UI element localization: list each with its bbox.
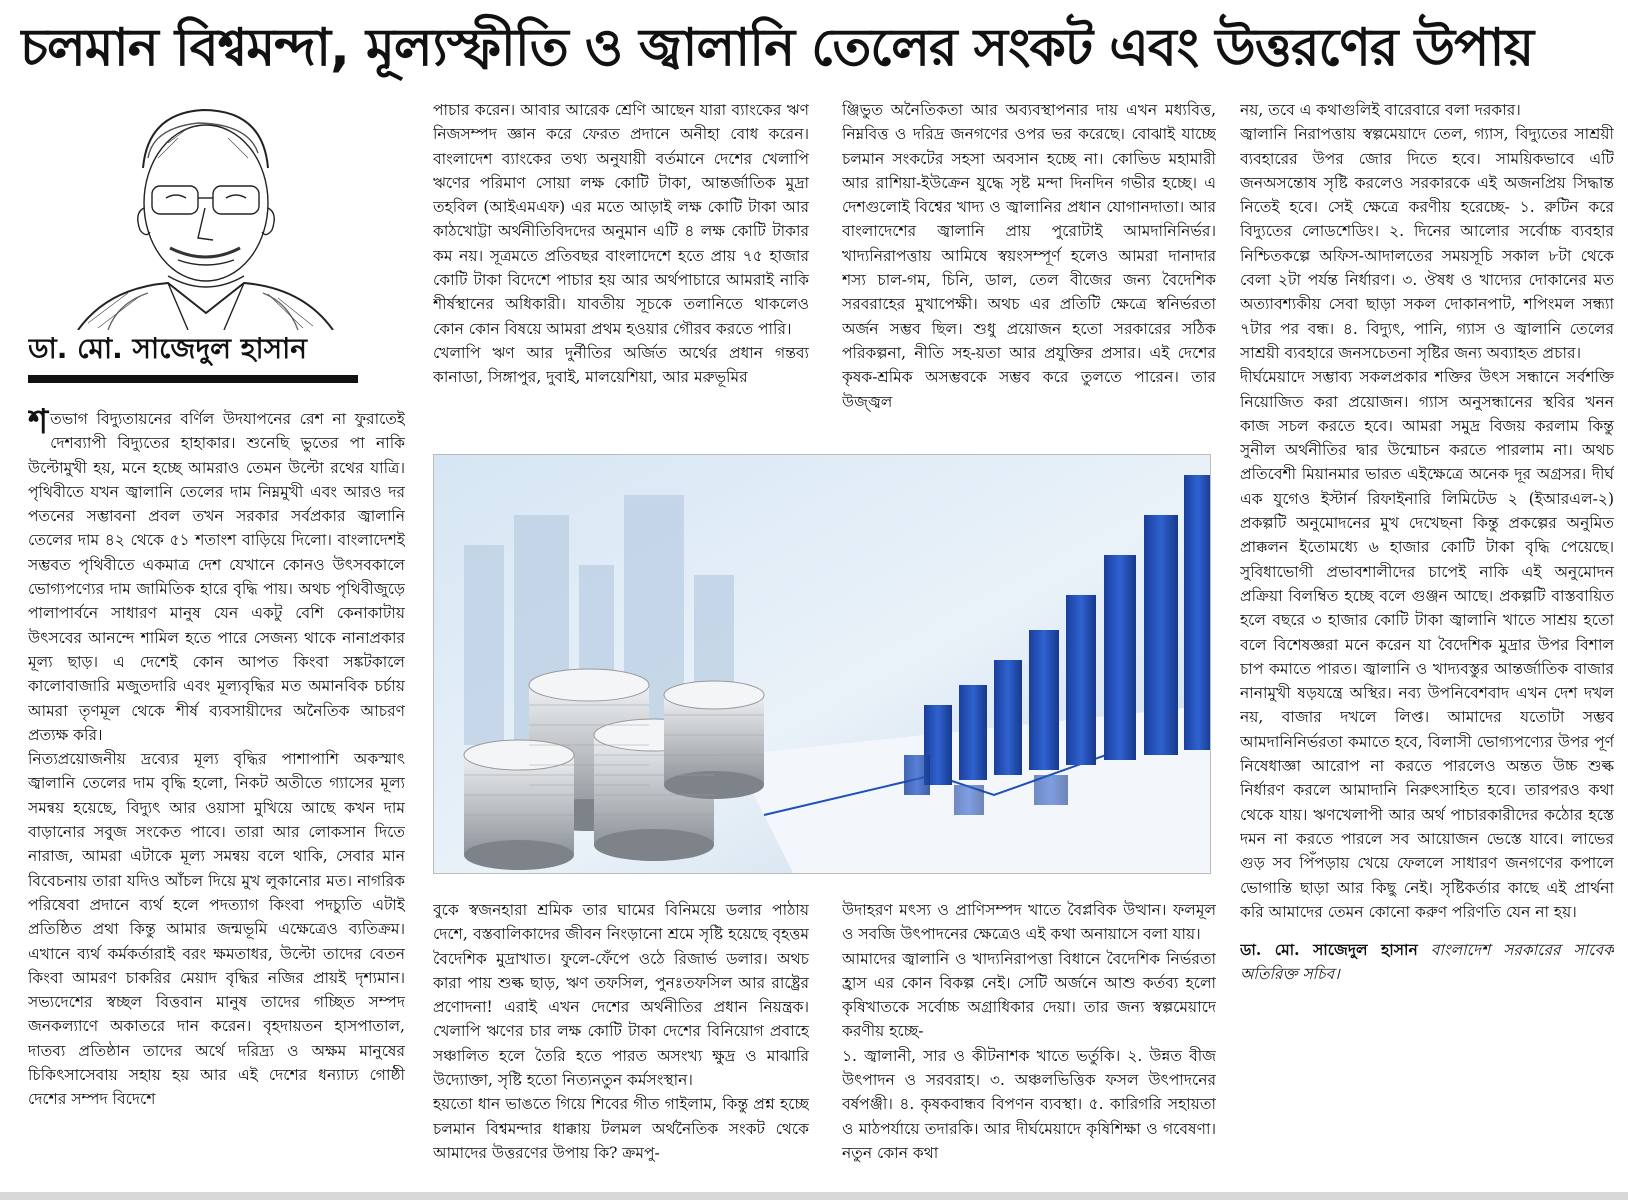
headline: চলমান বিশ্বমন্দা, মূল্যস্ফীতি ও জ্বালানি তেলের সংকট এবং উত্তরণের উপায় <box>20 18 1534 78</box>
paragraph: বুকে স্বজনহারা শ্রমিক তার ঘামের বিনিময়ে ডলার পাঠায় দেশে, বস্তবালিকাদের জীবন নিংড়ানো শ্রমে সৃষ্টি হয়েছে বৃহত্তম বৈদেশিক মুদ্রাখাত। ফুলে-ফেঁপে ওঠে রিজার্ভ ডলার। অথচ কারা পায় শুল্ক ছাড়, ঋণ তফসিল, পুনঃতফসিল আর রাষ্ট্রের প্রণোদনা! এরাই এখন দেশের অর্থনীতির প্রধান নিয়ন্ত্রক। খেলাপি ঋণের চার লক্ষ কোটি টাকা দেশের বিনিয়োগ প্রবাহে সঞ্চালিত হলে তৈরি হতে পারত অসংখ্য ক্ষুদ্র ও মাঝারি উদ্যোক্তা, সৃষ্টি হতো নিত্যনতুন কর্মসংস্থান। <box>433 901 809 1090</box>
paragraph: আমাদের জ্বালানি ও খাদ্যনিরাপত্তা বিধানে বৈদেশিক নির্ভরতা হ্রাস এর কোন বিকল্প নেই। সেটি অর্জনে আশু কর্তব্য হলো কৃষিখাতকে সর্বোচ্চ অগ্রাধিকার দেয়া। তার জন্য স্বল্পমেয়াদে করণীয় হচ্ছে- <box>842 949 1216 1041</box>
signature <box>1240 938 1614 987</box>
paragraph: ১. জ্বালানী, সার ও কীটনাশক খাতে ভর্তুকি। ২. উন্নত বীজ উৎপাদন ও সরবরাহ। ৩. অঞ্চলভিত্তিক ফসল উৎপাদনের বর্ষপঞ্জী। ৪. কৃষকবান্ধব বিপণন ব্যবস্থা। ৫. কারিগরি সহায়তা ও মাঠপর্যায়ে তদারকি। আর দীর্ঘমেয়াদে কৃষিশিক্ষা ও গবেষণা। নতুন কোন কথা <box>842 1046 1216 1162</box>
drop-cap: শ <box>28 407 49 442</box>
paragraph: দীর্ঘমেয়াদে সম্ভাব্য সকলপ্রকার শক্তির উৎস সন্ধানে সর্বশক্তি নিয়োজিত করা প্রয়োজন। গ্যাস অনুসন্ধানের স্থবির খনন কাজ সচল করতে হবে। আমরা সমুদ্র বিজয় করলাম কিন্তু সুনীল অর্থনীতির দ্বার উন্মোচন করতে পারলাম না। অথচ প্রতিবেশী মিয়ানমার ভারত এইক্ষেত্রে অনেক দূর অগ্রসর। দীর্ঘ এক যুগেও ইস্টার্ন রিফাইনারি লিমিটেড ২ (ইআরএল-২) প্রকল্পটি অনুমোদনের মুখ দেখেছনা কিন্তু প্রকল্পের অনুমিত প্রাক্কলন ইতোমধ্যে ৬ হাজার কোটি টাকা বৃদ্ধি পেয়েছে। সুবিধাভোগী প্রভাবশালীদের চাপেই নাকি এই অনুমোদন প্রক্রিয়া বিলম্বিত হচ্ছে বলে গুঞ্জন আছে। প্রকল্পটি বাস্তবায়িত হলে বছরে ৩ হাজার কোটি টাকা জ্বালানি খাতে সাশ্রয় হতো বলে বিশেষজ্ঞরা মনে করেন যা বৈদেশিক মুদ্রার উপর বিশাল চাপ কমাতে পারত। জ্বালানি ও খাদ্যবস্তুর আন্তর্জাতিক বাজার নানামুখী ষড়যন্ত্রে অস্থির। নব্য উপনিবেশবাদ এখন দেশ দখল নয়, বাজার দখলে লিপ্ত। আমাদের যতোটা সম্ভব আমদানিনির্ভরতা কমাতে হবে, বিলাসী ভোগ্যপণ্যের উপর পূর্ণ নিষেধাজ্ঞা আরোপ না করতে পারলেও অন্তত উচ্চ শুল্ক নির্ধারণ করলে আমাদানি নিরুৎসাহিত হবে। তারপরও কথা থেকে যায়। ঋণখেলাপী আর অর্থ পাচারকারীদের কঠোর হস্তে দমন না করতে পারলে সব আয়োজন ভেস্তে যাবে। লাভের গুড় সব পিঁপড়ায় খেয়ে ফেললে সাধারণ জনগণের কপালে ভোগান্তি ছাড়া আর কিছু নেই। সৃষ্টিকর্তার কাছে এই প্রার্থনা করি আমাদের তেমন কোনো করুণ পরিণতি যেন না হয়। <box>1240 368 1614 921</box>
paragraph: হয়তো ধান ভাঙতে গিয়ে শিবের গীত গাইলাম, কিন্তু প্রশ্ন হচ্ছে চলমান বিশ্বমন্দার ধাক্কায় টলমল অর্থনৈতিক সংকট থেকে আমাদের উত্তরণের উপায় কি? ক্রমপু- <box>433 1095 809 1162</box>
byline: ডা. মো. সাজেদুল হাসান <box>28 332 307 365</box>
article-column-4 <box>1240 98 1614 1178</box>
paragraph: ঞ্জিভুত অনৈতিকতা আর অব্যবস্থাপনার দায় এখন মধ্যবিত্ত, নিম্নবিত্ত ও দরিদ্র জনগণের ওপর ভর করেছে। বোঝাই যাচ্ছে চলমান সংকটের সহসা অবসান হচ্ছে না। কোভিড মহামারী আর রাশিয়া-ইউক্রেন যুদ্ধে সৃষ্ট মন্দা দিনদিন গভীর হচ্ছে। এ দেশগুলোই বিশ্বের খাদ্য ও জ্বালানির প্রধান যোগানদাতা। আর বাংলাদেশের জ্বালানি প্রায় পুরোটাই আমদানিনির্ভর। খাদ্যনিরাপত্তায় আমিষে স্বয়ংসম্পূর্ণ হলেও আমরা দানাদার শস্য চাল-গম, চিনি, ডাল, তেল বীজের জন্য বৈদেশিক সরবরাহের মুখাপেক্ষী। অথচ এর প্রতিটি ক্ষেত্রে স্বনির্ভরতা অর্জন সম্ভব ছিল। শুধু প্রয়োজন হতো সরকারের সঠিক পরিকল্পনা, নীতি সহ-য়তা আর প্রযুক্তির প্রসার। এই দেশের কৃষক-শ্রমিক অসম্ভবকে সম্ভব করে তুলতে পারেন। তার উজ্জ্বল <box>842 101 1216 411</box>
article-column-3-bottom <box>842 898 1216 1188</box>
paragraph-text: তভাগ বিদ্যুতায়নের বর্ণিল উদযাপনের রেশ না ফুরাতেই দেশব্যাপী বিদ্যুতের হাহাকার। শুনেছি ভুতের পা নাকি উল্টোমুখী হয়, মনে হচ্ছে আমরাও তেমন উল্টো রথের যাত্রি। পৃথিবীতে যখন জ্বালানি তেলের দাম নিম্নমুখী এবং আরও দর পতনের সম্ভাবনা প্রবল তখন সরকার সর্বপ্রকার জ্বালানি তেলের দাম ৪২ থেকে ৫১ শতাংশ বাড়িয়ে দিলো। বাংলাদেশই সম্ভবত পৃথিবীতে একমাত্র দেশ যেখানে কোনও উৎসবকালে ভোগ্যপণ্যের দাম জামিতিক হারে বৃদ্ধি পায়। অথচ পৃথিবীজুড়ে পালাপার্বনে সাধারণ মানুষ যেন একটু বেশি কেনাকাটায় উৎসবের আনন্দে শামিল হতে পারে সেজন্য থাকে নানাপ্রকার মূল্য ছাড়। এ দেশেই কোন আপত কিংবা সঙ্কটকালে কালোবাজারি মজুতদারি এবং মূল্যবৃদ্ধির মত অমানবিক চর্চায় আমরা তৃণমূল থেকে শীর্ষ ব্যবসায়ীদের অনৈতিক আচরণ প্রত্যক্ষ করি। <box>28 410 405 744</box>
paragraph: খেলাপি ঋণ আর দুর্নীতির অর্জিত অর্থের প্রধান গন্তব্য কানাডা, সিঙ্গাপুর, দুবাই, মালয়েশিয়া, আর মরুভূমির <box>433 343 809 387</box>
finance-illustration <box>433 454 1211 874</box>
paragraph: জ্বালানি নিরাপত্তায় স্বল্পমেয়াদে তেল, গ্যাস, বিদ্যুতের সাশ্রয়ী ব্যবহারের উপর জোর দিতে হবে। সাময়িকভাবে এটি জনঅসন্তোষ সৃষ্টি করলেও সরকারকে এই অজনপ্রিয় সিদ্ধান্ত নিতেই হবে। সেই ক্ষেত্রে করণীয় হরেচ্ছে- ১. রুটিন করে বিদ্যুতের লোডশেডিং। ২. দিনের আলোর সর্বোচ্চ ব্যবহার নিশ্চিতকল্পে অফিস-আদালতের সময়সূচি সকাল ৮টা থেকে বেলা ২টা পর্যন্ত নির্ধারণ। ৩. ঔষধ ও খাদ্যের দোকানের মত অত্যাবশ্যকীয় সেবা ছাড়া সকল দোকানপাট, শপিংমল সন্ধ্যা ৭টার পর বন্ধ। ৪. বিদ্যুৎ, পানি, গ্যাস ও জ্বালানি তেলের সাশ্রয়ী ব্যবহারে জনসচেতনা সৃষ্টির জন্য অব্যাহত প্রচার। <box>1240 125 1614 362</box>
article-column-2-top <box>433 98 809 443</box>
footer-rule <box>0 1192 1628 1200</box>
paragraph: নিত্যপ্রয়োজনীয় দ্রব্যের মূল্য বৃদ্ধির পাশাপাশি অকস্মাৎ জ্বালানি তেলের দাম বৃদ্ধি হলো, নিকট অতীতে গ্যাসের মূল্য সমন্বয় হয়েছে, বিদ্যুৎ আর ওয়াসা মুখিয়ে আছে কখন দাম বাড়ানোর সবুজ সংকেত পাবে। তারা আর লোকসান দিতে নারাজ, আমরা এটাকে মূল্য সমন্বয় বলে থাকি, সেবার মান বিবেচনায় তারা যদিও আঁচল দিয়ে মুখ লুকানোর মত। নাগরিক পরিষেবা প্রদানে ব্যর্থ হলে পদত্যাগ কিংবা পদচ্যুতি এটাই প্রতিষ্ঠিত প্রথা কিন্তু আমার জন্মভূমি এক্ষেত্রেও ব্যতিক্রম। এখানে ব্যর্থ কর্মকর্তারাই বরং ক্ষমতাধর, উল্টো তাদের বেতন কিংবা আমরণ চাকরির মেয়াদ বৃদ্ধির নজির প্রায়ই দৃশ্যমান। সভ্যদেশের স্বচ্ছল বিত্তবান মানুষ তাদের গচ্ছিত সম্পদ জনকল্যাণে অকাতরে দান করেন। বৃহদায়তন হাসপাতাল, দাতব্য প্রতিষ্ঠান তাদের অর্থে দরিদ্র্য ও অক্ষম মানুষের চিকিৎসাসেবায় সহায় হয় আর এই দেশের ধন্যাঢ্য গোষ্ঠী দেশের সম্পদ বিদেশে <box>28 750 405 1109</box>
author-portrait <box>48 98 348 330</box>
paragraph <box>28 407 405 747</box>
paragraph: নয়, তবে এ কথাগুলিই বারেবারে বলা দরকার। <box>1240 101 1521 119</box>
signature-name: ডা. মো. সাজেদুল হাসান <box>1240 940 1418 960</box>
paragraph: উদাহরণ মৎস্য ও প্রাণিসম্পদ খাতে বৈপ্লবিক উত্থান। ফলমূল ও সবজি উৎপাদনের ক্ষেত্রেও এই কথা অনায়াসে বলা যায়। <box>842 901 1216 944</box>
coins-and-bars-image <box>434 455 1211 874</box>
signature-role: বাংলাদেশ সরকারের সাবেক অতিরিক্ত সচিব। <box>1240 941 1614 984</box>
byline-rule <box>28 375 358 383</box>
article-column-2-bottom <box>433 898 809 1188</box>
paragraph: পাচার করেন। আবার আরেক শ্রেণি আছেন যারা ব্যাংকের ঋণ নিজসম্পদ জ্ঞান করে ফেরত প্রদানে অনীহা বোধ করেন। বাংলাদেশ ব্যাংকের তথ্য অনুযায়ী বর্তমানে দেশের খেলাপি ঋণের পরিমাণ সোয়া লক্ষ কোটি টাকা, আন্তর্জাতিক মুদ্রা তহবিল (আইএমএফ) এর মতে আড়াই লক্ষ কোটি টাকা আর কাঠখোট্টা অর্থনীতিবিদদের অনুমান এটি ৪ লক্ষ কোটি টাকার কম নয়। সূত্রমতে প্রতিবছর বাংলাদেশে হতে প্রায় ৭৫ হাজার কোটি টাকা বিদেশে পাচার হয় আর অর্থপাচারে আমরাই নাকি শীর্ষস্থানের অধিকারী। যাবতীয় সূচকে তলানিতে থাকলেও কোন কোন বিষয়ে আমরা প্রথম হওয়ার গৌরব করতে পারি। <box>433 101 809 338</box>
article-column-1 <box>28 407 405 1187</box>
article-column-3-top <box>842 98 1216 443</box>
